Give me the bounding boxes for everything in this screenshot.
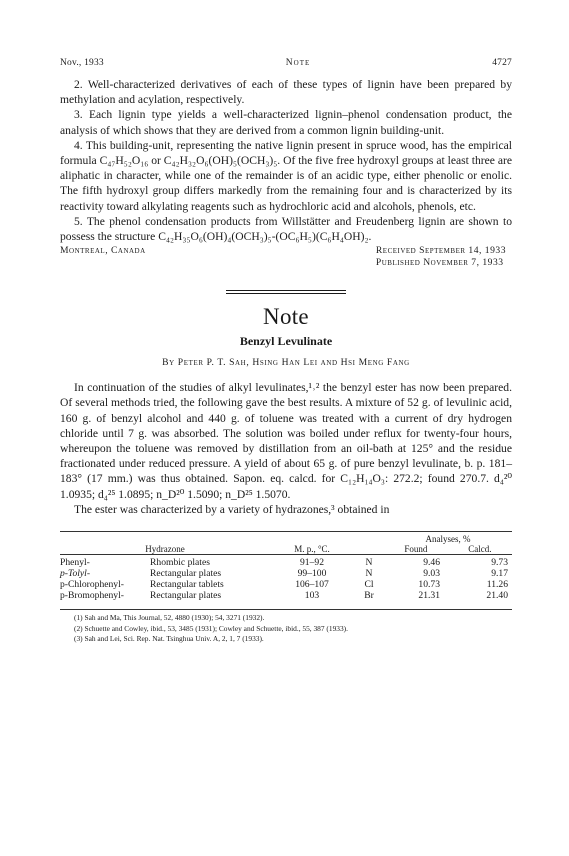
hydrazone-table [60,531,512,601]
row-name: p-Bromophenyl- [60,590,124,602]
row-calcd: 21.40 [486,590,508,602]
row-form: Rectangular tablets [150,579,224,591]
author-line: By Peter P. T. Sah, Hsing Han Lei and Hsi Meng Fang [162,357,410,369]
row-mp: 91–92 [300,557,324,569]
section-divider [226,290,346,294]
row-mp: 103 [304,590,320,602]
col-analyses [384,532,512,555]
running-header [60,58,512,68]
col-mp: M. p., °C. [294,544,330,555]
published-date: Published November 7, 1933 [375,256,504,268]
col-calcd: Calcd. [468,544,492,555]
col-found: Found [404,544,428,555]
row-calcd: 11.26 [486,579,508,591]
row-element: N [365,557,373,569]
conclusion-item: 2. Well-characterized derivatives of each of these types of lignin have been prepared by methylation and acylation, respectively. [60,78,512,107]
row-name: p-Chlorophenyl- [60,579,124,591]
table-row [60,557,512,568]
row-calcd: 9.17 [491,568,508,580]
table-row [60,568,512,579]
row-name: p-Tolyl- [60,568,91,580]
row-form: Rectangular plates [150,568,222,580]
row-calcd: 9.73 [491,557,508,569]
body-paragraph: The ester was characterized by a variety of hydrazones,³ obtained in [74,502,390,516]
note-title: Benzyl Levulinate [239,334,333,349]
header-date: Nov., 1933 [60,58,104,68]
date-block [376,245,512,268]
table-header-row [60,532,512,555]
row-element: Cl [364,579,374,591]
analyses-label: Analyses, % [425,534,471,545]
footnote: (3) Sah and Lei, Sci. Rep. Nat. Tsinghua Univ. A, 2, 1, 7 (1933). [74,634,264,644]
row-found: 21.31 [418,590,440,602]
row-form: Rhombic plates [150,557,210,569]
note-body [60,380,512,517]
journal-page [60,58,512,645]
footnote: (1) Sah and Ma, This Journal, 52, 4880 (1930); 54, 3271 (1932). [74,613,265,623]
row-found: 9.46 [423,557,440,569]
conclusion-item: 4. This building-unit, representing the native lignin present in spruce wood, has the empirical formula C₄₇H₅₂O₁₆ or C₄₂H₃₂O₆(OH)₅(OCH₃)₅. Of the five free hydroxyl groups at least three are aliphatic in character, while one of the remainder is of an acidic type, either phenolic or enolic. The fifth hydroxyl group differs markedly from the remaining four and is characterized by its reactivity toward alkylating reagents such as hydrochloric acid and alcohols, phenols, etc. [60,138,512,213]
received-date: Received September 14, 1933 [375,245,506,257]
row-mp: 99–100 [297,568,327,580]
row-mp: 106–107 [295,579,329,591]
footnotes [60,609,512,645]
row-element: N [365,568,373,580]
table-row [60,590,512,601]
row-found: 10.73 [418,579,440,591]
article-dates [60,245,512,268]
conclusion-item: 5. The phenol condensation products from Willstätter and Freudenberg lignin are shown to possess the structure C₄₂H₃₅O₆(OH)₄(OCH₃)₅-(OC₆H₅)(C₆H₄OH)₂. [60,214,512,244]
location: Montreal, Canada [60,245,146,257]
conclusion-item: 3. Each lignin type yields a well-characterized lignin–phenol condensation product, the analysis of which shows that they are derived from a common lignin building-unit. [60,108,512,137]
header-section: Note [285,58,311,68]
section-title: Note [263,304,309,330]
body-paragraph: In continuation of the studies of alkyl levulinates,¹˒² the benzyl ester has now been prepared. Of several methods tried, the following gave the best results. A mixture of 52 g. of levulinic acid, 160 g. of benzyl alcohol and 440 g. of toluene was treated with a current of dry hydrogen chloride until 7 g. was absorbed. The solution was boiled under reflux for twenty-four hours, whereupon the toluene was removed by distillation from an oil-bath at 125° and the residue fractionated under reduced pressure. A yield of about 65 g. of pure benzyl levulinate, b. p. 181–183° (17 mm.) was thus obtained. Sapon. eq. calcd. for C₁₂H₁₄O₃: 272.2; found 270.7. d₄²⁰ 1.0935; d₄²⁵ 1.0895; n_D²⁰ 1.5090; n_D²⁵ 1.5070. [60,381,512,501]
conclusions-list [60,77,512,244]
col-hydrazone: Hydrazone [145,544,185,555]
row-found: 9.03 [423,568,440,580]
footnote: (2) Schuette and Cowley, ibid., 53, 3485 (1931); Cowley and Schuette, ibid., 55, 387 (1933). [74,623,348,633]
row-form: Rectangular plates [150,590,222,602]
header-page-number: 4727 [492,58,512,68]
table-row [60,579,512,590]
row-element: Br [364,590,374,602]
row-name: Phenyl- [60,557,90,569]
